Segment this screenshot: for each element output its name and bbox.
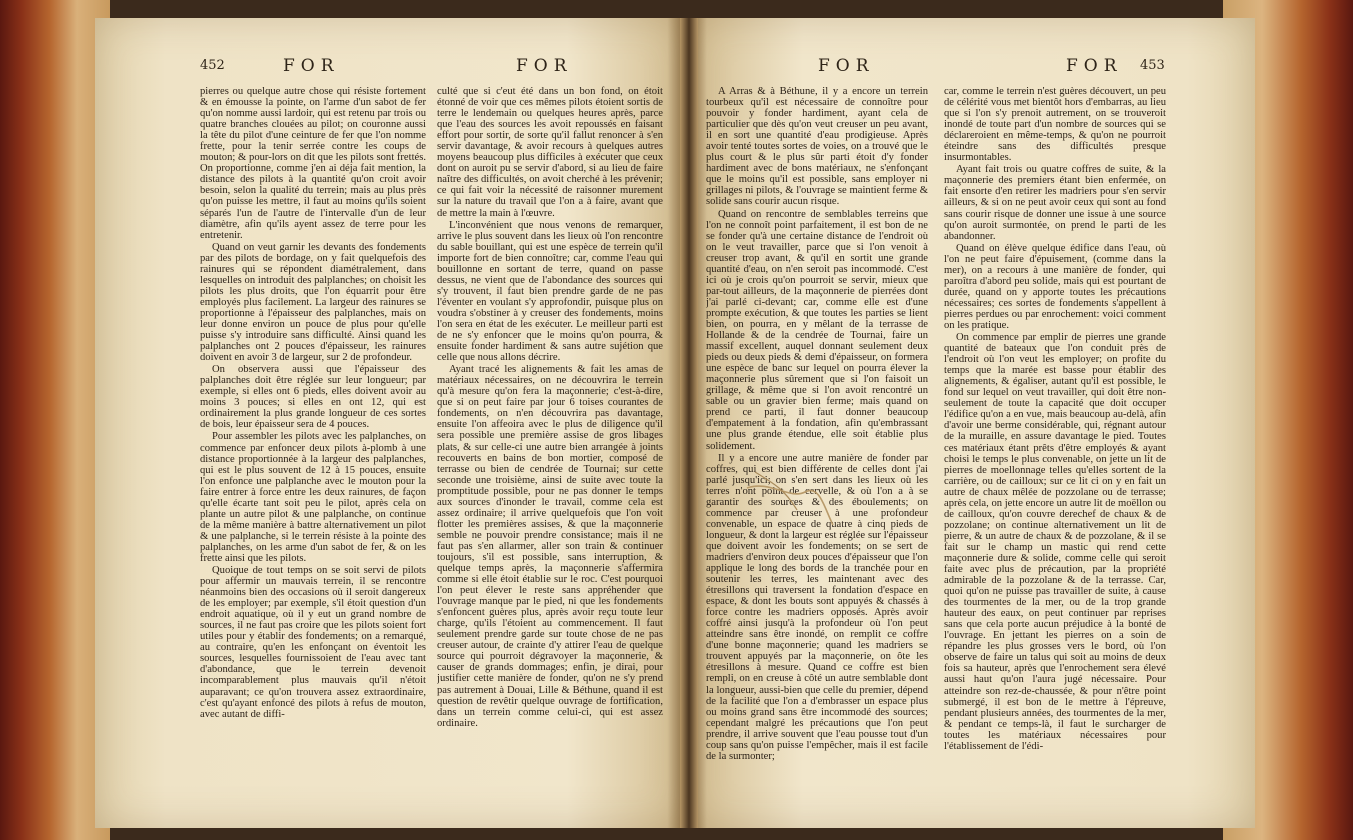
paragraph: Ayant fait trois ou quatre coffres de suite, & la maçonnerie des premiers étant bien enfermée, on fait ensorte d'en retirer les madriers pour s'en servir ailleurs, & si on ne peut avoir ceux qui sont au fond sans courir risque de donner une issue à une source qu'on auroit surmontée, on prend le parti de les abandonner. — [944, 164, 1166, 242]
book-gutter — [680, 18, 698, 828]
paragraph: L'inconvénient que nous venons de remarquer, arrive le plus souvent dans les lieux où l'on rencontre du sable bouillant, qui est une espèce de terrein qu'il importe fort de bien connoître; car, comme l'eau qui bouillonne en sortant de terre, quand on passe dessus, ne vient que de l'abondance des sources qui s'y trouvent, il faut bien prendre garde de ne pas l'éventer en voulant s'y approfondir, puisque plus on voudra s'obstiner à y creuser des fondements, moins l'on sera en état de les exécuter. Le meilleur parti est de ne s'y enfoncer que le moins qu'on pourra, & ensuite fonder hardiment & sans autre sujétion que celle que nous allons décrire. — [437, 219, 663, 364]
paragraph: pierres ou quelque autre chose qui résiste fortement & en émousse la pointe, on l'arme d'un sabot de fer qu'on nomme aussi lardoir, qui est retenu par trois ou quatre branches clouées au pilot; on couronne aussi la tête du pilot d'une ceinture de fer que l'on nomme frette, pour la tenir serrée contre les coups de mouton; & pour-lors on dit que les pilots sont frettés. On proportionne, comme j'en ai déja fait mention, la distance des pilots à la quantité qu'on croit avoir besoin, selon la qualité du terrein; mais au plus près qu'on puisse les mettre, il faut au moins qu'ils soient séparés l'un de l'autre de l'intervalle d'un de leur diamètre, afin qu'ils ayent assez de terre pour les entretenir. — [200, 86, 426, 241]
paragraph: Quand on élève quelque édifice dans l'eau, où l'on ne peut faire d'épuisement, (comme dans la mer), on a recours à une manière de fonder, qui paroîtra d'abord peu solide, mais qui est pourtant de durée, quand on y apporte toutes les précautions nécessaires; ces sortes de fondements s'appellent à pierres perdues ou par enrochement: voici comment on les pratique. — [944, 242, 1166, 331]
paragraph: A Arras & à Béthune, il y a encore un terrein tourbeux qu'il est nécessaire de connoître pour pouvoir y fonder hardiment, ayant cela de particulier que dès qu'on veut creuser un peu avant, il en sort une quantité d'eau prodigieuse. Après avoir tenté toutes sortes de voies, on a trouvé que le plus court & le plus sûr parti étoit d'y fonder hardiment avec de bons matériaux, ne s'enfonçant que le moins qu'il est possible, sans employer ni grillages ni pilots, & l'ouvrage se maintient ferme & solide sans courir aucun risque. — [706, 86, 928, 208]
paragraph: Quand on veut garnir les devants des fondements par des pilots de bordage, on y fait quelquefois des rainures qui se répondent diamétralement, dans lesquelles on introduit des palplanches; on choisit les pilots les plus droits, que l'on équarrit pour être employés plus facilement. La largeur des rainures se proportionne à l'épaisseur des palplanches, mais on leur donne environ un pouce de plus pour qu'elle puisse s'y introduire sans difficulté. Ainsi quand les palplanches ont 2 pouces d'épaisseur, les rainures doivent en avoir 3 de largeur, sur 2 de profondeur. — [200, 241, 426, 364]
paragraph: On commence par emplir de pierres une grande quantité de bateaux que l'on conduit près de l'endroit où l'on veut les employer; on profite du temps que la marée est basse pour établir des alignements, & égaliser, autant qu'il est possible, le fond sur lequel on veut travailler, qui doit être non-seulement de toute la capacité que doit occuper l'édifice qu'on a en vue, mais beaucoup au-delà, afin d'avoir une berme considérable, qui, régnant autour de la muraille, en assure davantage le pied. Toutes ces matériaux étant prêts d'être employés & ayant choisi le temps le plus convenable, on jette un lit de pierres de moellonnage telles qu'elles sortent de la carrière, ou de cailloux; sur ce lit ci on y en fait un autre de chaux mêlée de pozzolane ou de terrasse; après cela, on jette encore un autre lit de moëllon ou de cailloux, qu'on couvre derechef de chaux & de pozzolane; on continue alternativement un lit de pierre, & un autre de chaux & de pozzolane, & il se fait sur le champ un mastic qui rend cette maçonnerie dure & solide, comme celle qui seroit faite avec plus de précaution, par la propriété admirable de la pozzolane & de la terrasse. Car, quoi qu'on ne puisse pas travailler de suite, à cause des tourmentes de la mer, ou de la trop grande hauteur des eaux, on peut continuer par reprises sans que cela porte aucun préjudice à la bonté de l'ouvrage. En jettant les pierres on a soin de répandre les plus grosses vers le bord, où l'on observe de faire un talus qui soit au moins de deux fois sa hauteur, après que l'enrochement sera élevé aussi haut qu'on l'aura jugé nécessaire. Pour atteindre son rez-de-chaussée, & pour n'être point submergé, il est bon de le mettre à l'épreuve, pendant plusieurs années, des tourmentes de la mer, & pendant ce temps-là, il faut le surcharger de toutes les matériaux nécessaires pour l'établissement de l'édi- — [944, 332, 1166, 752]
paragraph: culté que si c'eut été dans un bon fond, on étoit étonné de voir que ces mêmes pilots étoient sortis de terre le lendemain ou quelques heures après, parce que l'eau des sources les avoit repoussés en faisant effort pour sortir, de sorte qu'il fallut renoncer à s'en servir davantage, & avoir recours à quelques autres moyens beaucoup plus difficiles à exécuter que ceux dont on auroit pu se servir d'abord, si au lieu de faire naître des difficultés, on avoit cherché à les prévenir; ce qui fait voir la nécessité de raisonner murement sur la nature du travail que l'on a à faire, avant que de mettre la main à l'œuvre. — [437, 86, 663, 219]
paragraph: Quoique de tout temps on se soit servi de pilots pour affermir un mauvais terrein, il se rencontre néanmoins bien des occasions où il seroit dangereux de les employer; par exemple, s'il étoit question d'un endroit aquatique, où il y eut un grand nombre de sources, il ne faut pas croire que les pilots soient fort utiles pour y établir des fondements; on a remarqué, au contraire, qu'en les enfonçant on éventoit les sources, lesquelles fournissoient de l'eau avec tant d'abondance, que le terrein devenoit incomparablement plus mauvais qu'il n'étoit auparavant; ce qu'on trouvera assez extraordinaire, c'est qu'ayant enfoncé des pilots à refus de mouton, avec autant de diffi- — [200, 565, 426, 720]
paragraph: Quand on rencontre de semblables terreins que l'on ne connoît point parfaitement, il est bon de ne se fonder qu'à une certaine distance de l'endroit où on le veut travailler, parce que si l'on venoit à creuser trop avant, & qu'il en sortit une grande quantité d'eau, on n'en seroit pas incommodé. C'est ici où je crois qu'on pourroit se servir, mieux que par-tout ailleurs, de la maçonnerie de pierrées dont j'ai parlé ci-devant; car, comme elle est d'une prompte exécution, & que toutes les parties se lient bien, on pourra, en y mêlant de la terrasse de Hollande & de la cendrée de Tournai, faire un massif excellent, auquel donnant seulement deux pieds ou deux pieds & demi d'épaisseur, on formera une espèce de banc sur lequel on pourra élever la maçonnerie plus sûrement que si l'on faisoit un grillage, & même que si l'on avoit rencontré un sable ou un gravier bien ferme; mais quand on prend ce parti, il faut donner beaucoup d'empatement à la fondation, afin qu'embrassant une plus grande étendue, elle soit établie plus solidement. — [706, 208, 928, 452]
left-page-number: 452 — [200, 58, 225, 73]
paragraph: Ayant tracé les alignements & fait les amas de matériaux nécessaires, on ne découvrira le terrein qu'à mesure qu'on fera la maçonnerie; c'est-à-dire, que si on peut faire par jour 6 toises courantes de fondements, on n'en découvrira pas davantage, ensuite l'on affeoira avec le plus de diligence qu'il sera possible une première assise de gros libages plats, & sur celle-ci une autre bien arrangée à joints recouverts en bains de bon mortier, composé de terrasse ou bien de cendrée de Tournai; sur cette seconde une troisième, ainsi de suite avec toute la promptitude possible, pour ne pas donner le temps aux sources d'inonder le travail, comme cela est assez ordinaire; il arrive quelquefois que l'on voit flotter les premières assises, & que la maçonnerie semble ne pouvoir prendre consistance; mais il ne faut pas s'en allarmer, aller son train & continuer toujours, s'il est possible, sans interruption, & quelque temps après, la maçonnerie s'affermira comme si elle étoit établie sur le roc. C'est pourquoi l'on peut élever le reste sans appréhender que l'ouvrage manque par le pied, ni que les fondements s'enfoncent guères plus, après avoir reçu toute leur charge, qu'ils l'étoient au commencement. Il faut seulement prendre garde sur toute chose de ne pas creuser autour, de crainte d'y attirer l'eau de quelque source qui pourroit dégravoyer la maçonnerie, & causer de grands dommages; enfin, je dirai, pour justifier cette manière de fonder, qu'on ne s'y prend pas autrement à Douai, Lille & Béthune, quand il est question de revêtir quelque ouvrage de fortification, dans un terrein comme celui-ci, qui est assez ordinaire. — [437, 364, 663, 729]
left-page-edges — [0, 0, 110, 840]
bookmark-thread — [745, 470, 835, 530]
right-header-left: FOR — [818, 56, 875, 76]
left-page-column-1 — [200, 86, 426, 808]
right-page-number: 453 — [1140, 58, 1165, 73]
right-header-right: FOR — [1066, 56, 1123, 76]
right-page-column-1 — [706, 86, 928, 808]
paragraph: Pour assembler les pilots avec les palplanches, on commence par enfoncer deux pilots à-plomb à une distance proportionnée à la largeur des palplanches, qui est le plus souvent de 12 à 15 pouces, ensuite l'on enfonce une palplanche avec le mouton pour la faire entrer à force entre les deux rainures, de façon qu'elle écarte tant soit peu le pilot, après cela on plante un autre pilot & une palplanche, on continue de la même manière à battre alternativement un pilot & une palplanche, si le terrein résiste à la pointe des palplanches, on les arme d'un sabot de fer, & on les frette ainsi que les pilots. — [200, 431, 426, 564]
paragraph: car, comme le terrein n'est guères découvert, un peu de célérité vous met bientôt hors d'embarras, au lieu que si l'on s'y prenoit autrement, on se trouveroit inondé de toute part d'un nombre de sources qui se déclareroient en même-temps, & qu'on ne pourroit éteindre sans des difficultés presque insurmontables. — [944, 86, 1166, 164]
left-header-left: FOR — [283, 56, 340, 76]
left-header-right: FOR — [516, 56, 573, 76]
paragraph: Il y a encore une autre manière de fonder par coffres, qui est bien différente de celles dont j'ai parlé jusqu'ici; on s'en sert dans les lieux où les terres n'ont point de cervelle, & où l'on a à se garantir des sources & des éboulements; on commence par creuser à une profondeur convenable, un espace de quatre à cinq pieds de longueur, & dont la largeur est réglée sur l'épaisseur que doivent avoir les fondements; on se sert de madriers d'environ deux pouces d'épaisseur que l'on applique le long des bords de la tranchée pour en soutenir les terres, les maintenant avec des étresillons qui traversent la fondation d'espace en espace, & dont les bouts sont appuyés & chassés à force contre les madriers opposés. Après avoir coffré ainsi jusqu'à la profondeur où l'on peut atteindre sans être inondé, on remplit ce coffre d'une bonne maçonnerie; quand les madriers se trouvent appuyés par la maçonnerie, on ôte les étresillons à mesure. Quand ce coffre est bien rempli, on en creuse à côté un autre semblable dont la longueur, aussi-bien que celle du premier, dépend de la facilité que l'on a d'embrasser un espace plus ou moins grand sans être incommodé des sources; cependant malgré les précautions que l'on peut prendre, il arrive souvent que l'eau pousse tout d'un coup sans qu'on puisse l'empêcher, mais il est facile de la surmonter; — [706, 452, 928, 762]
left-page-column-2 — [437, 86, 663, 808]
paragraph: On observera aussi que l'épaisseur des palplanches doit être réglée sur leur longueur; par exemple, si elles ont 6 pieds, elles doivent avoir au moins 3 pouces; si elles en ont 12, qui est ordinairement la plus grande longueur de ces sortes de bois, leur épaisseur sera de 4 pouces. — [200, 364, 426, 431]
right-page-column-2 — [944, 86, 1166, 808]
